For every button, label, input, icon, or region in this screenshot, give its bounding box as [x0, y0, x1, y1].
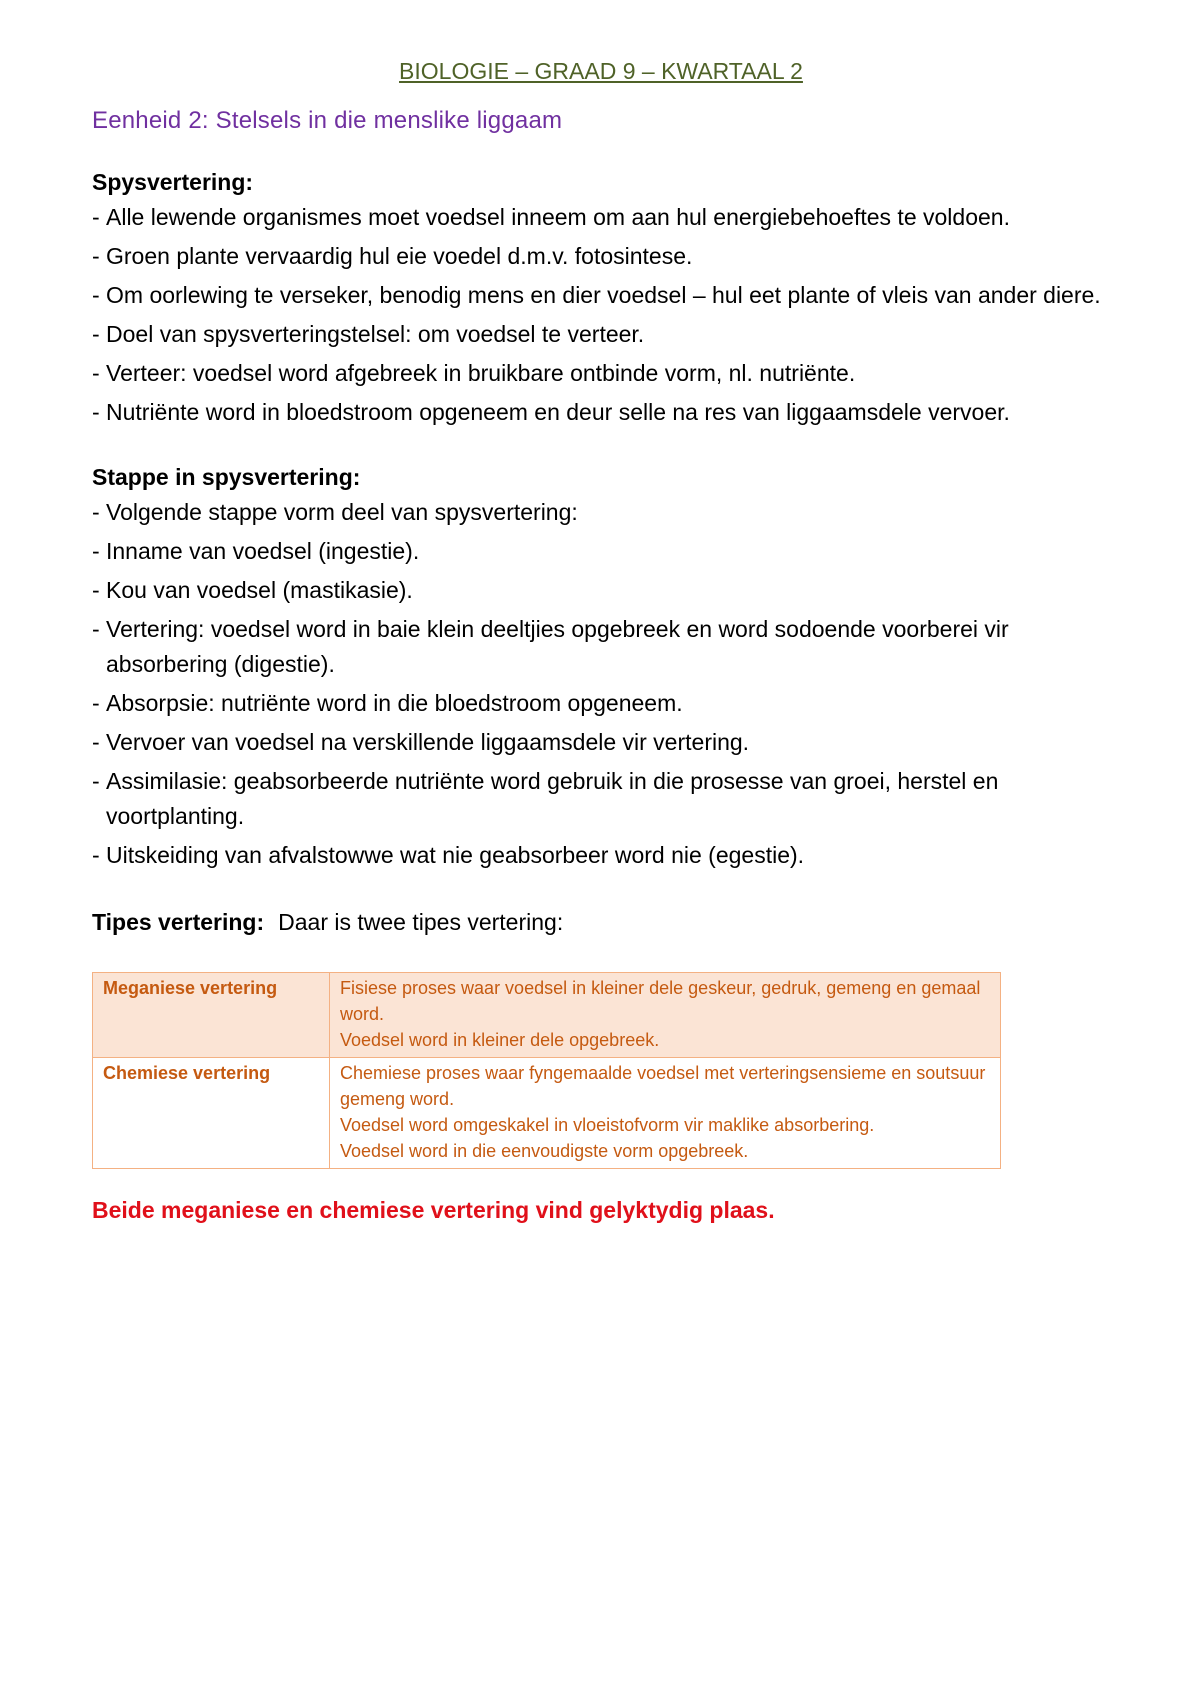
list-item: - Absorpsie: nutriënte word in die bloedstroom opgeneem.	[92, 690, 683, 716]
conclusion-note: Beide meganiese en chemiese vertering vind gelyktydig plaas.	[92, 1197, 775, 1223]
list-item: - Nutriënte word in bloedstroom opgeneem en deur selle na res van liggaamsdele vervoer.	[92, 399, 1010, 425]
list-item: - Vervoer van voedsel na verskillende liggaamsdele vir vertering.	[92, 729, 750, 755]
table-description-cell: Chemiese proses waar fyngemaalde voedsel met verteringsensieme en soutsuur gemeng word. Voedsel word omgeskakel in vloeistofvorm vir maklike absorbering. Voedsel word in die eenvoudigste vorm opgebreek.	[330, 1058, 1001, 1169]
digestion-list	[92, 200, 1122, 430]
steps-list	[92, 495, 1122, 873]
types-intro-text: Daar is twee tipes vertering:	[278, 909, 564, 935]
table-row	[93, 973, 1001, 1058]
document-title: BIOLOGIE – GRAAD 9 – KWARTAAL 2	[399, 58, 803, 84]
list-item: - Verteer: voedsel word afgebreek in bruikbare ontbinde vorm, nl. nutriënte.	[92, 360, 856, 386]
list-item: - Volgende stappe vorm deel van spysvertering:	[92, 499, 578, 525]
table-term-cell: Chemiese vertering	[93, 1058, 330, 1169]
digestion-heading: Spysvertering:	[92, 169, 254, 195]
list-item: - Kou van voedsel (mastikasie).	[92, 577, 413, 603]
list-item: - Alle lewende organismes moet voedsel inneem om aan hul energiebehoeftes te voldoen.	[92, 204, 1010, 230]
list-item: - Groen plante vervaardig hul eie voedel d.m.v. fotosintese.	[92, 243, 693, 269]
table-row	[93, 1058, 1001, 1169]
list-item: - Assimilasie: geabsorbeerde nutriënte word gebruik in die prosesse van groei, herstel en voortplanting.	[92, 768, 999, 829]
table-description-cell: Fisiese proses waar voedsel in kleiner dele geskeur, gedruk, gemeng en gemaal word. Voedsel word in kleiner dele opgebreek.	[330, 973, 1001, 1058]
list-item: - Inname van voedsel (ingestie).	[92, 538, 420, 564]
unit-heading: Eenheid 2: Stelsels in die menslike liggaam	[92, 107, 563, 134]
types-intro	[92, 909, 1122, 936]
list-item: - Doel van spysverteringstelsel: om voedsel te verteer.	[92, 321, 645, 347]
list-item: - Vertering: voedsel word in baie klein deeltjies opgebreek en word sodoende voorberei vir absorbering (digestie).	[92, 616, 1009, 677]
digestion-types-table	[92, 972, 1001, 1169]
document-page	[92, 50, 1122, 1224]
types-label: Tipes vertering:	[92, 909, 265, 935]
steps-heading: Stappe in spysvertering:	[92, 464, 361, 490]
list-item: - Om oorlewing te verseker, benodig mens en dier voedsel – hul eet plante of vleis van ander diere.	[92, 282, 1101, 308]
list-item: - Uitskeiding van afvalstowwe wat nie geabsorbeer word nie (egestie).	[92, 842, 805, 868]
table-term-cell: Meganiese vertering	[93, 973, 330, 1058]
